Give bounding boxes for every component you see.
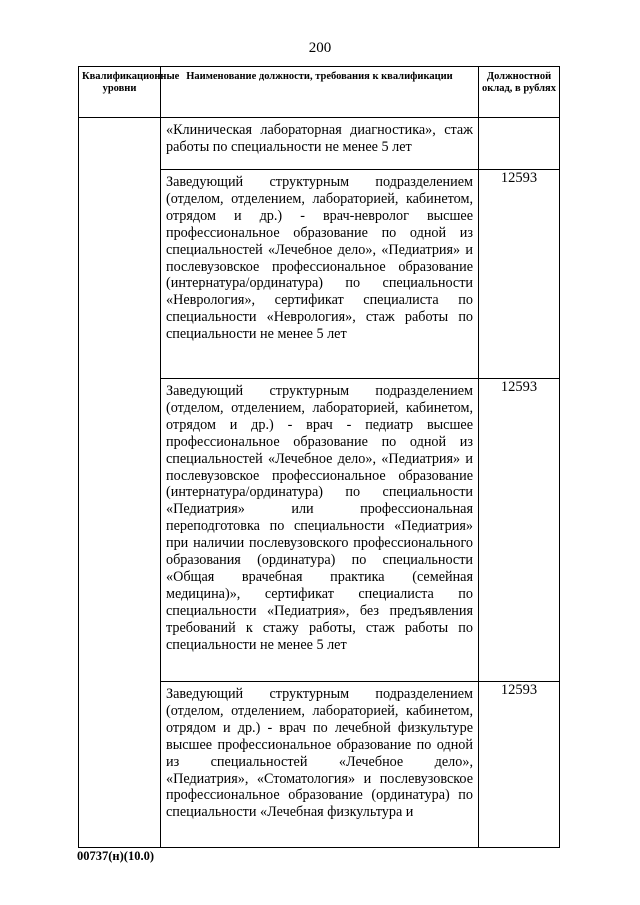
document-code: 00737(н)(10.0) <box>77 849 154 863</box>
position-description: Заведующий структурным подразделением (отделом, отделением, лабораторией, кабинетом, отрядом и др.) - врач по лечебной физкультуре высшее профессиональное образование по одной из специальностей «Лечебное дело», «Педиатрия», «Стоматология» и послевузовское профессиональное образование (ординатура) по специальности «Лечебная физкультура и <box>161 682 479 848</box>
table-header-row <box>79 67 560 118</box>
position-description: Заведующий структурным подразделением (отделом, отделением, лабораторией, кабинетом, отрядом и др.) - врач - педиатр высшее профессиональное образование по одной из специальностей «Лечебное дело», «Педиатрия» и послевузовское профессиональное образование (интернатура/ординатура) по специальности «Педиатрия» или профессиональная переподготовка по специальности «Педиатрия» при наличии послевузовского профессионального образования (ординатура) по специальности «Общая врачебная практика (семейная медицина)», сертификат специалиста по специальности «Педиатрия», без предъявления требований к стажу работы, стаж работы по специальности не менее 5 лет <box>161 379 479 682</box>
position-description: Заведующий структурным подразделением (отделом, отделением, лабораторией, кабинетом, отрядом и др.) - врач-невролог высшее профессиональное образование по одной из специальностей «Лечебное дело», «Педиатрия» и послевузовское профессиональное образование (интернатура/ординатура) по специальности «Неврология», сертификат специалиста по специальности «Неврология», стаж работы по специальности не менее 5 лет <box>161 170 479 379</box>
page-number: 200 <box>308 40 332 56</box>
salary-value: 12593 <box>479 379 560 682</box>
salary-value: 12593 <box>479 682 560 848</box>
header-qualification-levels: Квалификационные уровни <box>79 67 161 118</box>
table-row <box>79 118 560 170</box>
position-description: «Клиническая лабораторная диагностика», стаж работы по специальности не менее 5 лет <box>161 118 479 170</box>
header-salary: Должностной оклад, в рублях <box>479 67 560 118</box>
salary-value <box>479 118 560 170</box>
salary-value: 12593 <box>479 170 560 379</box>
qualification-table <box>78 66 560 848</box>
header-position-requirements: Наименование должности, требования к квалификации <box>161 67 479 118</box>
qualification-level-cell <box>79 118 161 848</box>
